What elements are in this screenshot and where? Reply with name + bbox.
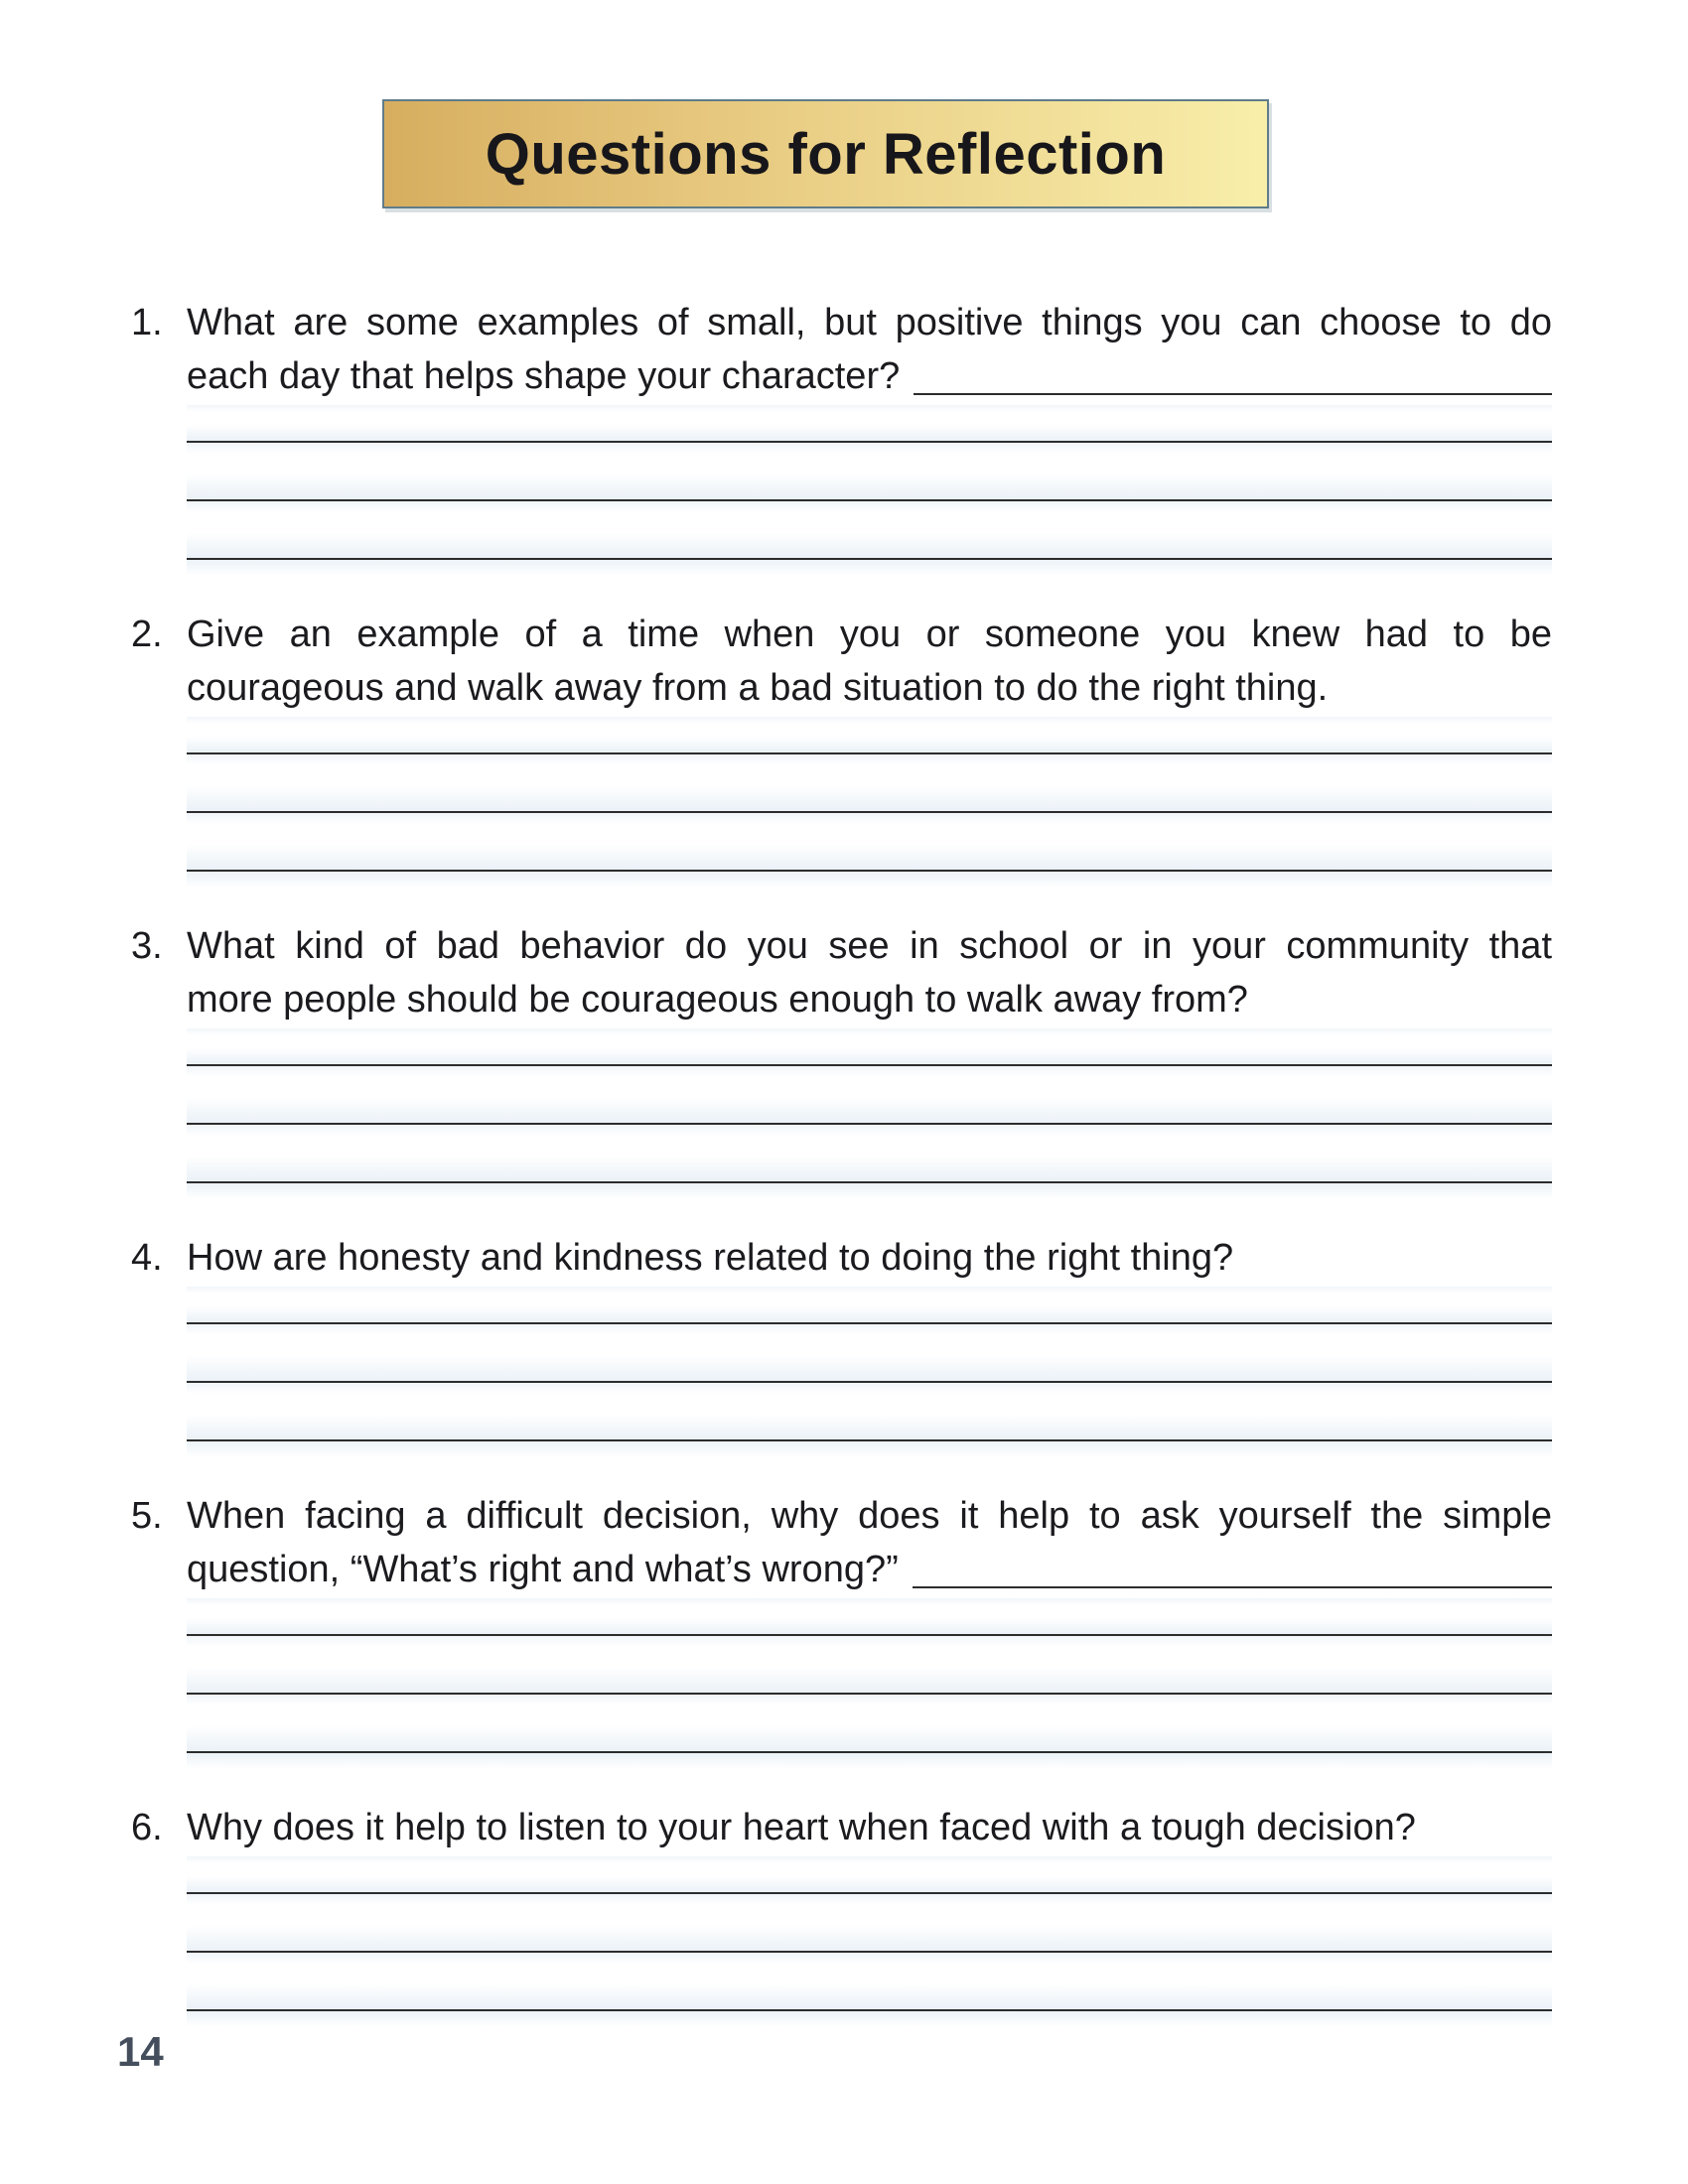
- question-text-line: What kind of bad behavior do you see in school or in your community that: [187, 925, 1552, 967]
- answer-lines: [187, 717, 1552, 887]
- answer-lines: [187, 1856, 1552, 2027]
- question-body: [187, 919, 1552, 1199]
- question-item: [131, 1231, 1552, 1457]
- answer-line: [187, 717, 1552, 754]
- question-text-line: more people should be courageous enough to walk away from?: [187, 979, 1248, 1021]
- question-body: [187, 1801, 1552, 2027]
- page-number: 14: [117, 2028, 164, 2075]
- answer-line: [187, 1695, 1552, 1753]
- answer-line: [187, 1125, 1552, 1183]
- question-item: [131, 919, 1552, 1199]
- title-banner: [382, 99, 1269, 208]
- question-item: [131, 1489, 1552, 1769]
- question-text: [187, 1231, 1552, 1285]
- question-number: 3.: [131, 925, 163, 967]
- answer-line: [187, 1383, 1552, 1441]
- answer-lines: [187, 1028, 1552, 1199]
- question-item: [131, 1801, 1552, 2027]
- page-title: Questions for Reflection: [485, 121, 1167, 187]
- question-text-row: [187, 296, 1552, 349]
- question-text-row: [187, 919, 1552, 973]
- inline-answer-blank: [913, 1586, 1552, 1588]
- question-number: 4.: [131, 1237, 163, 1279]
- question-text: [187, 1489, 1552, 1596]
- answer-line: [187, 1066, 1552, 1125]
- answer-lines: [187, 1287, 1552, 1457]
- question-text: [187, 608, 1552, 715]
- question-text-line: Give an example of a time when you or someone you knew had to be: [187, 614, 1552, 655]
- question-number: 1.: [131, 302, 163, 343]
- question-number: 5.: [131, 1495, 163, 1537]
- question-number: 2.: [131, 614, 163, 655]
- question-text-row: [187, 1543, 1552, 1596]
- question-text-row: [187, 349, 1552, 403]
- answer-line: [187, 813, 1552, 872]
- answer-line: [187, 1028, 1552, 1066]
- question-number: 6.: [131, 1807, 163, 1848]
- question-text-line: How are honesty and kindness related to doing the right thing?: [187, 1237, 1234, 1279]
- answer-line: [187, 1636, 1552, 1695]
- question-text-row: [187, 1231, 1552, 1285]
- question-text-line: When facing a difficult decision, why does it help to ask yourself the simple: [187, 1495, 1552, 1537]
- question-text-line: What are some examples of small, but positive things you can choose to do: [187, 302, 1552, 343]
- questions-list: [131, 296, 1552, 2059]
- question-text-line: question, “What’s right and what’s wrong?”: [187, 1549, 899, 1590]
- answer-line: [187, 1856, 1552, 1894]
- question-body: [187, 1489, 1552, 1769]
- answer-line: [187, 1324, 1552, 1383]
- question-text: [187, 296, 1552, 403]
- question-body: [187, 608, 1552, 887]
- question-item: [131, 296, 1552, 576]
- question-text-row: [187, 973, 1552, 1026]
- question-text-row: [187, 1801, 1552, 1854]
- question-text: [187, 919, 1552, 1026]
- answer-line: [187, 1598, 1552, 1636]
- answer-line: [187, 443, 1552, 501]
- answer-line: [187, 405, 1552, 443]
- question-text-row: [187, 608, 1552, 661]
- question-body: [187, 296, 1552, 576]
- answer-lines: [187, 405, 1552, 576]
- answer-lines: [187, 1598, 1552, 1769]
- question-item: [131, 608, 1552, 887]
- answer-line: [187, 1894, 1552, 1953]
- answer-line: [187, 1287, 1552, 1324]
- answer-line: [187, 1953, 1552, 2011]
- answer-line: [187, 754, 1552, 813]
- question-text-line: courageous and walk away from a bad situation to do the right thing.: [187, 667, 1329, 709]
- question-text-row: [187, 661, 1552, 715]
- question-body: [187, 1231, 1552, 1457]
- question-text-row: [187, 1489, 1552, 1543]
- question-text: [187, 1801, 1552, 1854]
- question-text-line: each day that helps shape your character?: [187, 355, 901, 397]
- question-text-line: Why does it help to listen to your heart when faced with a tough decision?: [187, 1807, 1416, 1848]
- answer-line: [187, 501, 1552, 560]
- inline-answer-blank: [914, 393, 1552, 395]
